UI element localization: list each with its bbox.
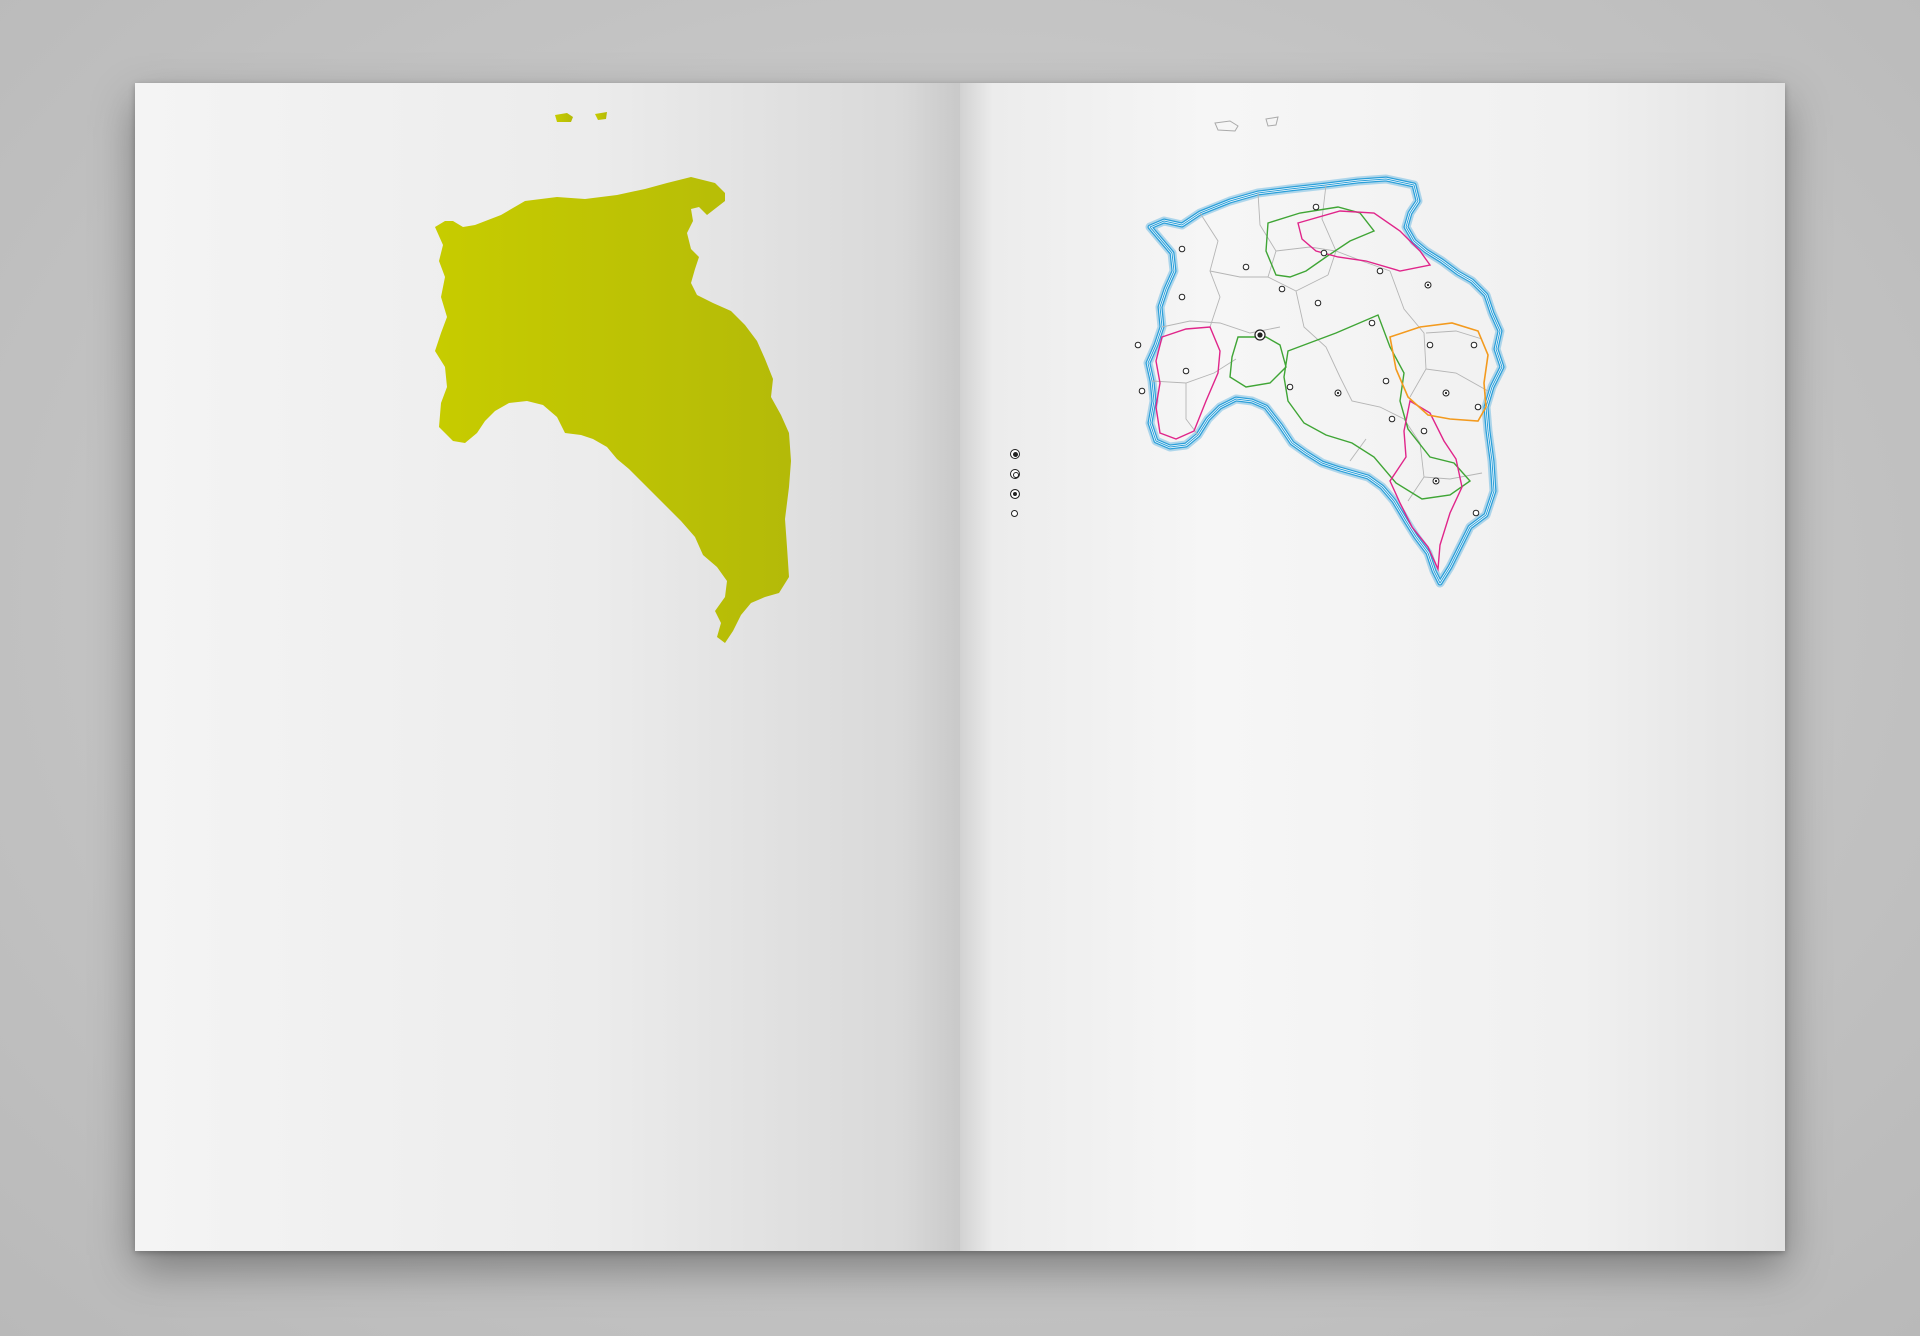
town-hoogezand: [1335, 390, 1341, 396]
town-haren: [1287, 384, 1293, 390]
city-symbol-icon: [1010, 449, 1020, 459]
arts-network-outline: [1156, 211, 1462, 569]
town-winsum: [1243, 264, 1249, 270]
town-scheemda: [1427, 342, 1433, 348]
province-silhouette-map: [295, 97, 815, 657]
municipal-boundaries: [1152, 185, 1488, 501]
town-eemsmond: [1313, 204, 1319, 210]
province-shape: [435, 177, 791, 643]
book-spread: [135, 83, 1785, 1251]
islands: [555, 112, 607, 122]
town-slochteren: [1369, 320, 1375, 326]
town-delfzijl: [1425, 282, 1431, 288]
city-symbol-icon: [1010, 469, 1020, 479]
region-network-map: [1090, 101, 1610, 661]
right-page: [960, 83, 1785, 1251]
left-page: [135, 83, 960, 1251]
town-appingedam: [1377, 268, 1383, 274]
town-symbol-icon: [1010, 489, 1020, 499]
town-ten-boer: [1315, 300, 1321, 306]
town-reiderland: [1471, 342, 1477, 348]
town-pekela: [1421, 428, 1427, 434]
town-menterwolde: [1383, 378, 1389, 384]
column-projects: [561, 663, 921, 722]
theatre-network-outline: [1390, 323, 1488, 421]
town-vlagtwedde: [1473, 510, 1479, 516]
town-loppersum: [1321, 250, 1327, 256]
town-veendam: [1389, 416, 1395, 422]
town-winschoten: [1443, 390, 1449, 396]
town-grootegast: [1135, 342, 1141, 348]
town-de-marne: [1179, 246, 1185, 252]
town-bedum: [1279, 286, 1285, 292]
item-2-first-line: [561, 702, 921, 722]
islands-outline: [1215, 117, 1278, 131]
town-bellingwedde: [1475, 404, 1481, 410]
town-leek: [1183, 368, 1189, 374]
item-1-first-line: [561, 663, 921, 683]
town-stadskanaal: [1433, 478, 1439, 484]
village-symbol-icon: [1011, 510, 1018, 517]
town-marum: [1139, 388, 1145, 394]
town-groningen: [1255, 330, 1265, 340]
town-zuidhorn: [1179, 294, 1185, 300]
province-outline: [1148, 179, 1502, 583]
